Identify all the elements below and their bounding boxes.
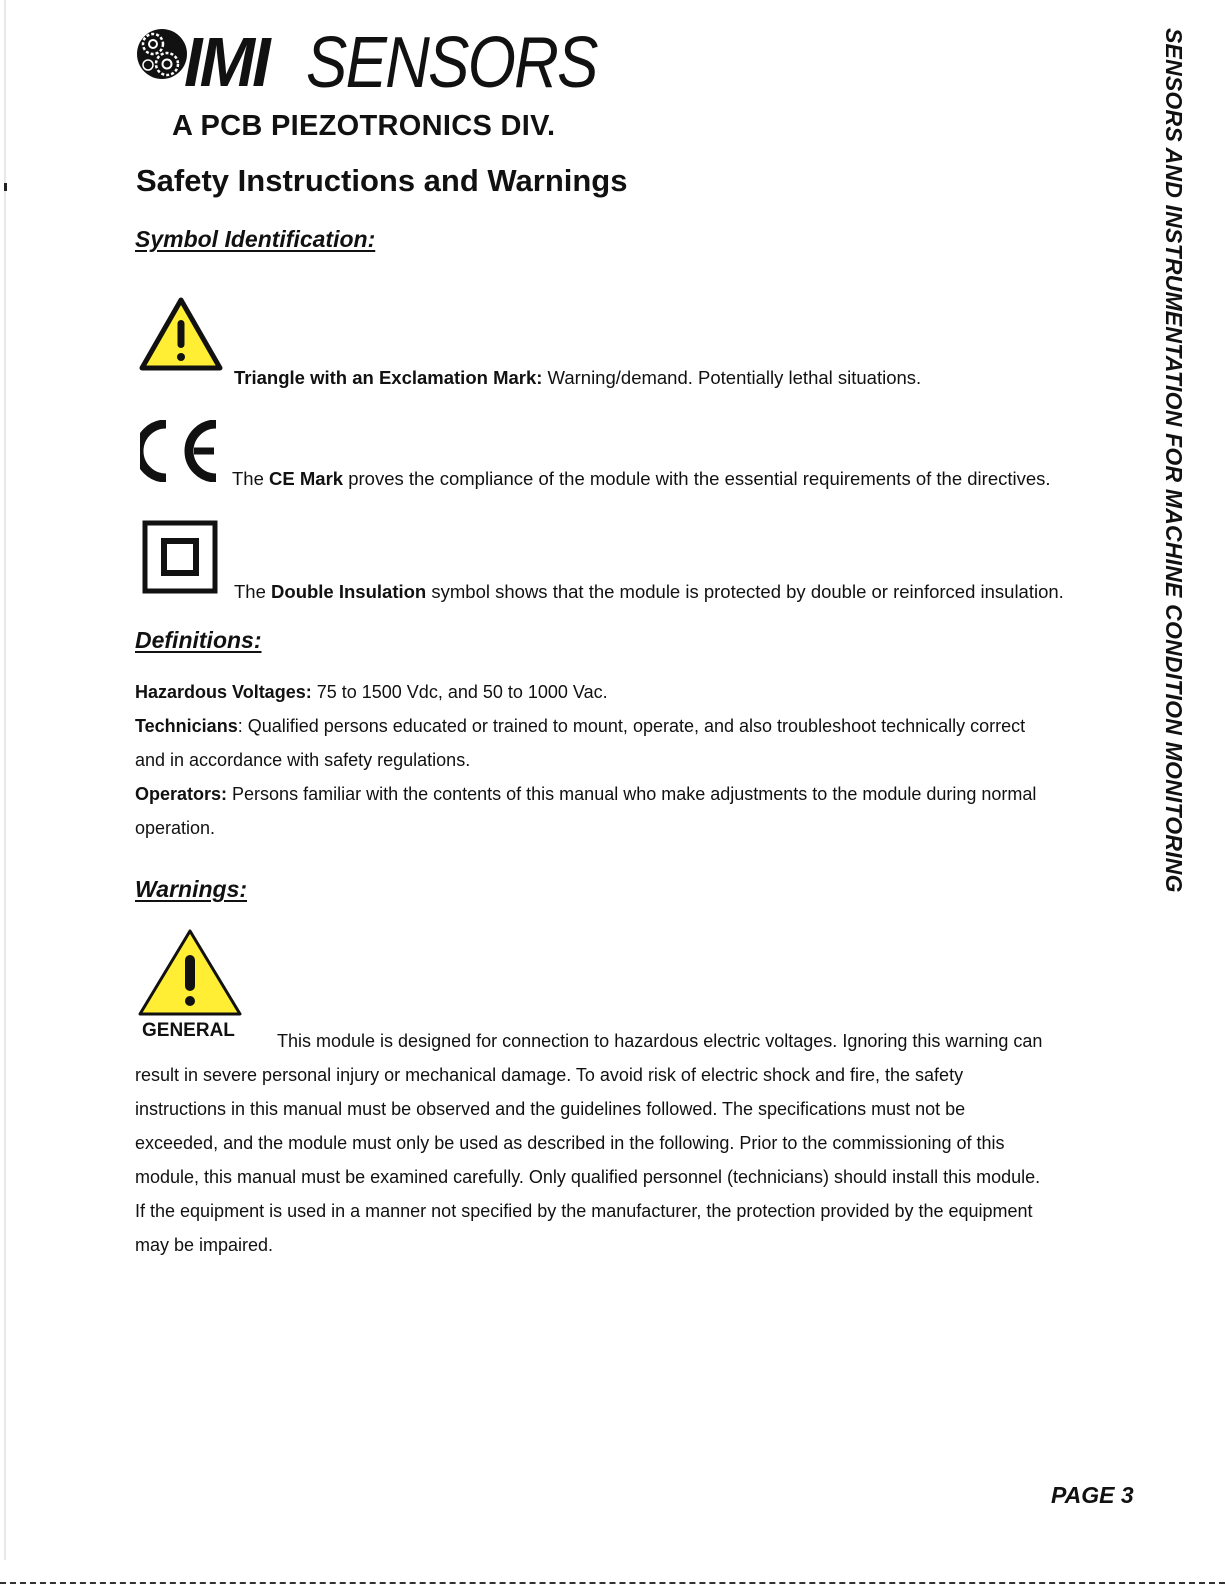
page-number: PAGE 3 — [1051, 1482, 1134, 1508]
warning-triangle-icon — [137, 928, 243, 1018]
definitions-heading: Definitions: — [135, 627, 262, 653]
warning-text-line: result in severe personal injury or mechanical damage. To avoid risk of electric shock and fire, the safety — [135, 1065, 964, 1085]
symbol-item-warning — [234, 367, 921, 389]
ce-mark-icon — [140, 420, 220, 482]
definition-text: Persons familiar with the contents of this manual who make adjustments to the module during normal — [227, 784, 1037, 804]
definition-text: 75 to 1500 Vdc, and 50 to 1000 Vac. — [311, 682, 608, 702]
scan-mark — [4, 183, 7, 191]
symbol-identification-heading: Symbol Identification: — [135, 226, 376, 252]
warning-text-line: instructions in this manual must be observed and the guidelines followed. The specifications must not be — [135, 1099, 966, 1119]
symbol-item-double-insulation — [234, 581, 1064, 603]
double-insulation-icon — [142, 520, 218, 594]
logo-brand-sensors: SENSORS — [306, 23, 597, 103]
page-left-edge — [4, 0, 6, 1560]
warning-triangle-icon — [138, 296, 224, 372]
warning-text-line: This module is designed for connection to hazardous electric voltages. Ignoring this warning can — [277, 1031, 1043, 1051]
definition-hazardous-voltages — [135, 682, 608, 703]
definition-technicians — [135, 716, 1025, 737]
warning-text-line: module, this manual must be examined carefully. Only qualified personnel (technicians) should install this module. — [135, 1167, 1041, 1187]
company-logo — [136, 23, 606, 143]
definition-term: Operators: — [135, 784, 228, 804]
warning-text-line: If the equipment is used in a manner not specified by the manufacturer, the protection provided by the equipment — [135, 1201, 1033, 1221]
symbol-item-ce — [232, 468, 1051, 490]
definition-operators — [135, 784, 1036, 805]
definition-technicians-cont: and in accordance with safety regulations. — [135, 750, 471, 770]
logo-subtitle: A PCB PIEZOTRONICS DIV. — [172, 110, 556, 142]
page-title: Safety Instructions and Warnings — [136, 163, 628, 198]
symbol-prefix: The — [234, 581, 272, 602]
definition-operators-cont: operation. — [135, 818, 216, 838]
symbol-description: Warning/demand. Potentially lethal situations. — [542, 367, 922, 388]
gears-logo-icon — [136, 28, 188, 80]
definition-term: Hazardous Voltages: — [135, 682, 312, 702]
symbol-prefix: The — [232, 468, 270, 489]
warnings-heading: Warnings: — [135, 876, 248, 902]
page-cut-line — [0, 1582, 1225, 1584]
general-warning-label: GENERAL — [142, 1020, 235, 1041]
warning-text-line: may be impaired. — [135, 1235, 274, 1255]
side-banner: SENSORS AND INSTRUMENTATION FOR MACHINE CONDITION MONITORING — [1161, 28, 1187, 893]
warning-text-line: exceeded, and the module must only be used as described in the following. Prior to the commissioning of this — [135, 1133, 1005, 1153]
symbol-term: CE Mark — [269, 468, 344, 489]
symbol-term: Triangle with an Exclamation Mark: — [234, 367, 543, 388]
symbol-term: Double Insulation — [271, 581, 427, 602]
logo-brand-imi: IMI — [184, 23, 268, 101]
definition-term: Technicians — [135, 716, 238, 736]
symbol-description: symbol shows that the module is protected by double or reinforced insulation. — [426, 581, 1064, 602]
symbol-description: proves the compliance of the module with the essential requirements of the directives. — [343, 468, 1051, 489]
definition-text: : Qualified persons educated or trained to mount, operate, and also troubleshoot technically correct — [237, 716, 1026, 736]
